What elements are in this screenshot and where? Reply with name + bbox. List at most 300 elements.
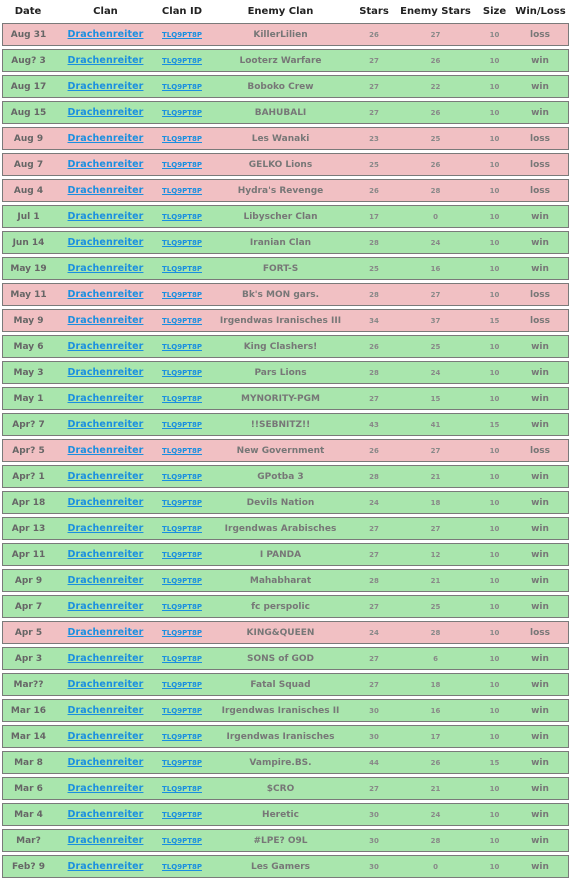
row-enemy-clan: SONS of GOD [207,647,354,670]
header-enemy-clan[interactable]: Enemy Clan [247,6,314,17]
row-date: Mar 16 [2,699,54,722]
row-size: 10 [477,621,512,644]
table-row [2,387,569,410]
header-win-loss[interactable]: Win/Loss [515,6,566,17]
row-clan-cell [54,335,157,358]
row-result: win [512,335,569,358]
row-size: 10 [477,283,512,306]
row-size: 10 [477,231,512,254]
clan-id-link[interactable]: TLQ9PT8P [162,57,202,65]
row-enemy-stars: 12 [394,543,477,566]
table-row [2,751,569,774]
row-enemy-clan: I PANDA [207,543,354,566]
row-date: Jul 1 [2,205,54,228]
table-row [2,673,569,696]
clan-id-link[interactable]: TLQ9PT8P [162,811,202,819]
table-row [2,23,569,46]
row-date: Aug 4 [2,179,54,202]
row-result: loss [512,309,569,332]
row-enemy-clan: Libyscher Clan [207,205,354,228]
clan-link[interactable]: Drachenreiter [67,263,144,274]
clan-id-link[interactable]: TLQ9PT8P [162,291,202,299]
clan-link[interactable]: Drachenreiter [67,783,144,794]
row-enemy-stars: 27 [394,439,477,462]
row-size: 10 [477,543,512,566]
table-row [2,855,569,878]
row-size: 10 [477,491,512,514]
row-size: 10 [477,335,512,358]
row-result: loss [512,439,569,462]
header-clan[interactable]: Clan [93,6,118,17]
clan-id-link[interactable]: TLQ9PT8P [162,499,202,507]
clan-id-link[interactable]: TLQ9PT8P [162,187,202,195]
row-date: May 1 [2,387,54,410]
row-size: 10 [477,803,512,826]
row-result: win [512,491,569,514]
row-date: Aug 7 [2,153,54,176]
table-row [2,543,569,566]
row-stars: 30 [354,699,394,722]
row-enemy-clan: GPotba 3 [207,465,354,488]
row-enemy-stars: 21 [394,777,477,800]
clan-id-link[interactable]: TLQ9PT8P [162,109,202,117]
table-row [2,75,569,98]
row-size: 10 [477,699,512,722]
row-result: win [512,387,569,410]
row-enemy-stars: 24 [394,231,477,254]
row-size: 10 [477,725,512,748]
clan-link[interactable]: Drachenreiter [67,29,144,40]
table-header [2,3,569,20]
clan-link[interactable]: Drachenreiter [67,653,144,664]
row-size: 10 [477,23,512,46]
row-size: 10 [477,153,512,176]
row-date: Apr? 7 [2,413,54,436]
row-size: 10 [477,49,512,72]
clan-link[interactable]: Drachenreiter [67,185,144,196]
table-row [2,491,569,514]
clan-link[interactable]: Drachenreiter [67,315,144,326]
clan-id-link[interactable]: TLQ9PT8P [162,577,202,585]
row-enemy-clan: Les Wanaki [207,127,354,150]
row-stars: 26 [354,335,394,358]
table-row [2,205,569,228]
row-enemy-clan: Irgendwas Iranisches II [207,699,354,722]
row-clan-cell [54,257,157,280]
row-clan-id-cell [157,101,207,124]
row-clan-id-cell [157,387,207,410]
row-clan-id-cell [157,751,207,774]
header-date[interactable]: Date [14,6,42,17]
row-clan-cell [54,49,157,72]
table-row [2,179,569,202]
row-enemy-clan: New Government [207,439,354,462]
table-row [2,621,569,644]
row-result: win [512,231,569,254]
row-clan-cell [54,699,157,722]
row-size: 10 [477,777,512,800]
table-row [2,699,569,722]
row-clan-cell [54,439,157,462]
clan-id-link[interactable]: TLQ9PT8P [162,265,202,273]
clan-id-link[interactable]: TLQ9PT8P [162,369,202,377]
clan-id-link[interactable]: TLQ9PT8P [162,213,202,221]
row-date: Mar? [2,829,54,852]
row-stars: 26 [354,23,394,46]
clan-id-link[interactable]: TLQ9PT8P [162,343,202,351]
table-row [2,439,569,462]
row-enemy-clan: BAHUBALI [207,101,354,124]
clan-link[interactable]: Drachenreiter [67,575,144,586]
row-stars: 34 [354,309,394,332]
row-clan-cell [54,569,157,592]
row-date: Apr 11 [2,543,54,566]
row-size: 10 [477,829,512,852]
clan-id-link[interactable]: TLQ9PT8P [162,395,202,403]
row-enemy-stars: 18 [394,491,477,514]
row-clan-cell [54,23,157,46]
clan-link[interactable]: Drachenreiter [67,341,144,352]
row-enemy-stars: 27 [394,517,477,540]
row-clan-id-cell [157,153,207,176]
row-clan-cell [54,517,157,540]
row-stars: 30 [354,855,394,878]
clan-link[interactable]: Drachenreiter [67,835,144,846]
row-size: 10 [477,387,512,410]
row-result: win [512,673,569,696]
row-enemy-clan: !!SEBNITZ!! [207,413,354,436]
row-clan-id-cell [157,621,207,644]
row-stars: 26 [354,439,394,462]
clan-link[interactable]: Drachenreiter [67,523,144,534]
row-date: Aug 17 [2,75,54,98]
row-enemy-clan: $CRO [207,777,354,800]
row-clan-id-cell [157,855,207,878]
header-stars[interactable]: Stars [359,6,389,17]
row-date: May 6 [2,335,54,358]
table-row [2,153,569,176]
row-stars: 43 [354,413,394,436]
clan-link[interactable]: Drachenreiter [67,445,144,456]
row-date: Mar 6 [2,777,54,800]
row-clan-cell [54,751,157,774]
row-enemy-stars: 21 [394,465,477,488]
row-size: 10 [477,855,512,878]
row-enemy-stars: 41 [394,413,477,436]
row-size: 15 [477,413,512,436]
row-stars: 25 [354,153,394,176]
row-result: win [512,361,569,384]
row-clan-id-cell [157,803,207,826]
row-date: Apr 7 [2,595,54,618]
row-result: win [512,517,569,540]
row-result: win [512,101,569,124]
row-clan-id-cell [157,725,207,748]
row-date: Feb? 9 [2,855,54,878]
clan-link[interactable]: Drachenreiter [67,809,144,820]
row-stars: 30 [354,803,394,826]
row-result: win [512,855,569,878]
row-clan-id-cell [157,257,207,280]
clan-link[interactable]: Drachenreiter [67,211,144,222]
row-result: win [512,49,569,72]
row-enemy-stars: 0 [394,855,477,878]
row-size: 10 [477,257,512,280]
row-enemy-stars: 25 [394,595,477,618]
row-date: Mar 8 [2,751,54,774]
row-stars: 24 [354,621,394,644]
row-clan-cell [54,829,157,852]
clan-link[interactable]: Drachenreiter [67,393,144,404]
row-clan-id-cell [157,569,207,592]
row-clan-id-cell [157,75,207,98]
clan-id-link[interactable]: TLQ9PT8P [162,603,202,611]
row-enemy-stars: 24 [394,361,477,384]
clan-link[interactable]: Drachenreiter [67,757,144,768]
clan-id-link[interactable]: TLQ9PT8P [162,447,202,455]
row-enemy-stars: 26 [394,153,477,176]
table-row [2,231,569,254]
table-row [2,413,569,436]
row-enemy-stars: 25 [394,335,477,358]
row-enemy-clan: KillerLilien [207,23,354,46]
row-date: May 3 [2,361,54,384]
clan-link[interactable]: Drachenreiter [67,81,144,92]
table-row [2,101,569,124]
row-clan-id-cell [157,231,207,254]
row-stars: 24 [354,491,394,514]
row-enemy-clan: Hydra's Revenge [207,179,354,202]
row-clan-cell [54,153,157,176]
clan-id-link[interactable]: TLQ9PT8P [162,421,202,429]
row-date: Mar 14 [2,725,54,748]
row-enemy-clan: Devils Nation [207,491,354,514]
row-clan-id-cell [157,543,207,566]
table-row [2,309,569,332]
row-stars: 23 [354,127,394,150]
clan-link[interactable]: Drachenreiter [67,107,144,118]
war-log-table [2,0,569,881]
table-row [2,829,569,852]
row-date: Aug 9 [2,127,54,150]
clan-id-link[interactable]: TLQ9PT8P [162,629,202,637]
clan-link[interactable]: Drachenreiter [67,861,144,872]
row-enemy-clan: Les Gamers [207,855,354,878]
clan-link[interactable]: Drachenreiter [67,497,144,508]
clan-link[interactable]: Drachenreiter [67,627,144,638]
clan-id-link[interactable]: TLQ9PT8P [162,733,202,741]
row-enemy-clan: GELKO Lions [207,153,354,176]
row-enemy-stars: 22 [394,75,477,98]
row-stars: 27 [354,387,394,410]
clan-id-link[interactable]: TLQ9PT8P [162,655,202,663]
row-clan-id-cell [157,49,207,72]
clan-id-link[interactable]: TLQ9PT8P [162,681,202,689]
row-enemy-stars: 28 [394,179,477,202]
clan-link[interactable]: Drachenreiter [67,159,144,170]
header-row [2,3,569,20]
row-size: 10 [477,127,512,150]
table-row [2,257,569,280]
clan-link[interactable]: Drachenreiter [67,601,144,612]
row-stars: 27 [354,517,394,540]
row-stars: 17 [354,205,394,228]
row-stars: 28 [354,465,394,488]
row-clan-cell [54,387,157,410]
row-enemy-clan: Boboko Crew [207,75,354,98]
row-enemy-clan: Irgendwas Iranisches III [207,309,354,332]
row-size: 15 [477,309,512,332]
row-stars: 27 [354,777,394,800]
row-enemy-stars: 26 [394,49,477,72]
clan-link[interactable]: Drachenreiter [67,367,144,378]
clan-id-link[interactable]: TLQ9PT8P [162,135,202,143]
row-stars: 27 [354,101,394,124]
clan-id-link[interactable]: TLQ9PT8P [162,161,202,169]
clan-link[interactable]: Drachenreiter [67,731,144,742]
row-clan-id-cell [157,673,207,696]
row-enemy-clan: Fatal Squad [207,673,354,696]
row-clan-id-cell [157,127,207,150]
clan-id-link[interactable]: TLQ9PT8P [162,863,202,871]
row-date: Apr 13 [2,517,54,540]
row-clan-cell [54,413,157,436]
row-result: win [512,595,569,618]
row-result: win [512,699,569,722]
row-enemy-stars: 26 [394,751,477,774]
row-date: Aug 15 [2,101,54,124]
row-enemy-clan: Irgendwas Iranisches [207,725,354,748]
header-clan-id[interactable]: Clan ID [161,6,203,17]
row-enemy-clan: Bk's MON gars. [207,283,354,306]
table-row [2,517,569,540]
row-size: 10 [477,673,512,696]
table-row [2,569,569,592]
clan-link[interactable]: Drachenreiter [67,55,144,66]
table-row [2,647,569,670]
clan-link[interactable]: Drachenreiter [67,471,144,482]
row-clan-cell [54,777,157,800]
clan-link[interactable]: Drachenreiter [67,133,144,144]
row-clan-cell [54,465,157,488]
row-clan-id-cell [157,179,207,202]
row-stars: 27 [354,75,394,98]
clan-id-link[interactable]: TLQ9PT8P [162,759,202,767]
row-enemy-stars: 15 [394,387,477,410]
row-clan-id-cell [157,23,207,46]
clan-link[interactable]: Drachenreiter [67,705,144,716]
row-clan-id-cell [157,465,207,488]
clan-id-link[interactable]: TLQ9PT8P [162,239,202,247]
row-size: 10 [477,595,512,618]
row-stars: 28 [354,361,394,384]
header-enemy-stars[interactable]: Enemy Stars [400,6,471,17]
table-row [2,777,569,800]
row-date: Jun 14 [2,231,54,254]
table-row [2,335,569,358]
row-date: Aug 31 [2,23,54,46]
row-date: May 19 [2,257,54,280]
row-result: win [512,829,569,852]
clan-id-link[interactable]: TLQ9PT8P [162,551,202,559]
row-date: Apr 9 [2,569,54,592]
clan-id-link[interactable]: TLQ9PT8P [162,473,202,481]
row-clan-cell [54,725,157,748]
clan-link[interactable]: Drachenreiter [67,679,144,690]
row-enemy-stars: 16 [394,699,477,722]
row-clan-id-cell [157,335,207,358]
row-clan-cell [54,205,157,228]
row-enemy-stars: 17 [394,725,477,748]
row-clan-id-cell [157,361,207,384]
row-clan-cell [54,179,157,202]
row-enemy-clan: King Clashers! [207,335,354,358]
row-date: Apr 5 [2,621,54,644]
row-clan-cell [54,803,157,826]
row-date: Mar?? [2,673,54,696]
row-stars: 28 [354,231,394,254]
clan-link[interactable]: Drachenreiter [67,419,144,430]
row-result: loss [512,127,569,150]
clan-link[interactable]: Drachenreiter [67,289,144,300]
row-size: 15 [477,751,512,774]
row-enemy-stars: 26 [394,101,477,124]
row-enemy-stars: 28 [394,829,477,852]
row-result: win [512,751,569,774]
row-clan-id-cell [157,647,207,670]
row-clan-cell [54,543,157,566]
row-enemy-stars: 25 [394,127,477,150]
row-size: 10 [477,179,512,202]
row-stars: 30 [354,829,394,852]
row-clan-cell [54,309,157,332]
clan-id-link[interactable]: TLQ9PT8P [162,837,202,845]
row-clan-cell [54,361,157,384]
row-clan-cell [54,75,157,98]
clan-id-link[interactable]: TLQ9PT8P [162,525,202,533]
row-date: May 11 [2,283,54,306]
row-stars: 27 [354,543,394,566]
row-stars: 27 [354,673,394,696]
clan-id-link[interactable]: TLQ9PT8P [162,707,202,715]
row-result: win [512,543,569,566]
clan-id-link[interactable]: TLQ9PT8P [162,317,202,325]
row-enemy-stars: 6 [394,647,477,670]
clan-id-link[interactable]: TLQ9PT8P [162,31,202,39]
clan-id-link[interactable]: TLQ9PT8P [162,83,202,91]
row-result: win [512,465,569,488]
row-clan-id-cell [157,777,207,800]
row-date: May 9 [2,309,54,332]
clan-link[interactable]: Drachenreiter [67,237,144,248]
row-result: loss [512,621,569,644]
row-stars: 27 [354,49,394,72]
row-clan-id-cell [157,517,207,540]
row-enemy-clan: fc perspolic [207,595,354,618]
header-size[interactable]: Size [482,6,507,17]
clan-link[interactable]: Drachenreiter [67,549,144,560]
row-enemy-clan: Heretic [207,803,354,826]
row-clan-id-cell [157,595,207,618]
clan-id-link[interactable]: TLQ9PT8P [162,785,202,793]
row-clan-cell [54,595,157,618]
row-enemy-clan: KING&QUEEN [207,621,354,644]
row-result: win [512,777,569,800]
row-clan-cell [54,101,157,124]
row-enemy-stars: 27 [394,23,477,46]
row-result: win [512,647,569,670]
row-enemy-clan: #LPE? O9L [207,829,354,852]
